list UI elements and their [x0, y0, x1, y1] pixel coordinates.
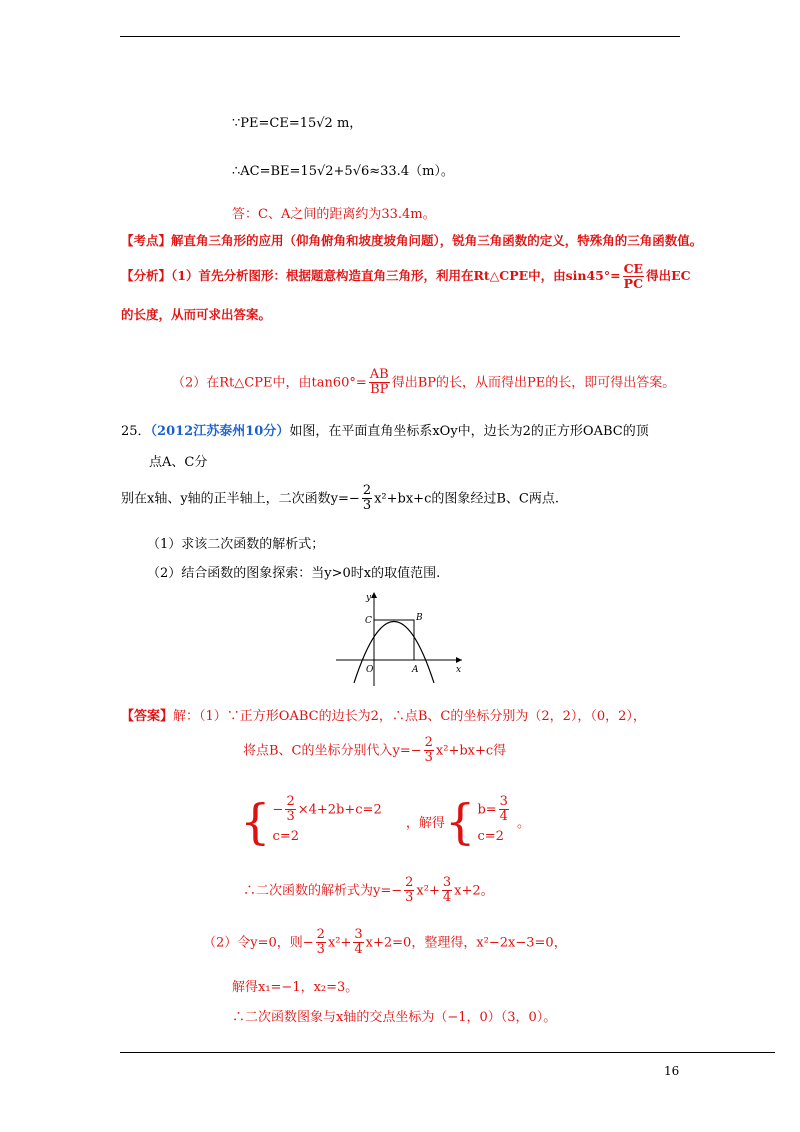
system-2-fraction: $\frac{3}{4}$: [499, 794, 508, 825]
problem-line-3: 别在x轴、y轴的正半轴上，二次函数y=− $\frac{2}{3}$ x²+bx+c的图象经过B、C两点.: [121, 483, 559, 514]
label-x: x: [456, 665, 462, 675]
label-a: A: [412, 665, 419, 675]
fenxi-line-2: 的长度，从而可求出答案。: [121, 307, 272, 322]
solution-fraction-1: $\frac{2}{3}$: [424, 735, 433, 766]
square-oabc: [374, 620, 414, 660]
solution-fraction-5: $\frac{3}{4}$: [354, 927, 363, 958]
footer-rule: [120, 1052, 775, 1053]
label-o: O: [366, 665, 374, 675]
fenxi-tag: 【分析】: [121, 267, 172, 283]
system-2: b= $\frac{3}{4}$ c=2: [477, 794, 508, 844]
x-axis-arrow: [456, 657, 462, 663]
proof-answer: 答：C、A之间的距离约为33.4m。: [232, 207, 436, 222]
solution-fraction-3: $\frac{3}{4}$: [442, 875, 452, 906]
kaodian-line: [121, 231, 702, 249]
system-1-fraction: $\frac{2}{3}$: [286, 794, 295, 825]
parabola-graph: [332, 588, 472, 688]
problem-line-1: 25．（2012江苏泰州10分）如图，在平面直角坐标系xOy中，边长为2的正方形OABC的顶: [121, 424, 649, 439]
left-brace-2: {: [444, 793, 476, 850]
page-number: 16: [664, 1064, 680, 1078]
solution-line-5: 解得x₁=−1，x₂=3。: [232, 980, 359, 995]
solution-line-1: 【答案】解：（1）∵正方形OABC的边长为2，∴点B、C的坐标分别为（2，2），（0，2），: [121, 709, 646, 724]
problem-fraction: $\frac{2}{3}$: [362, 483, 372, 514]
proof-line-2: ∴AC=BE=15√2+5√6≈33.4（m）。: [232, 164, 454, 179]
fenxi-part-2: （2）在Rt△CPE中，由tan60°= $\frac{AB}{BP}$ 得出BP的长，从而得出PE的长，即可得出答案。: [172, 367, 676, 398]
label-b: B: [416, 613, 423, 623]
label-y: y: [366, 593, 372, 603]
solution-line-6: ∴二次函数图象与x轴的交点坐标为（−1，0）（3，0）。: [232, 1010, 557, 1025]
fenxi-line-1: 【分析】（1）首先分析图形：根据题意构造直角三角形，利用在Rt△CPE中，由sin45°= $\frac{CE}{PC}$ 得出EC: [121, 261, 691, 291]
solution-tag: 【答案】: [121, 709, 174, 724]
left-brace: {: [240, 793, 271, 850]
problem-question-1: （1）求该二次函数的解析式；: [147, 537, 325, 552]
solution-fraction-2: $\frac{2}{3}$: [405, 875, 414, 906]
problem-source: （2012江苏泰州10分）: [150, 424, 290, 439]
problem-question-2: （2）结合函数的图象探索：当y>0时x的取值范围.: [147, 566, 441, 581]
fenxi-fraction: $\frac{CE}{PC}$: [623, 261, 644, 291]
label-c: C: [365, 616, 372, 626]
solution-line-2: 将点B、C的坐标分别代入y=− $\frac{2}{3}$ x²+bx+c得: [243, 735, 507, 766]
proof-line-1: ∵PE=CE=15√2 m，: [232, 116, 363, 131]
solution-fraction-4: $\frac{2}{3}$: [316, 927, 325, 958]
y-axis-arrow: [371, 592, 377, 598]
problem-number: 25．: [121, 424, 151, 439]
solution-line-4: （2）令y=0，则− $\frac{2}{3}$ x²+ $\frac{3}{4}$ x+2=0，整理得，x²−2x−3=0，: [203, 927, 567, 958]
system-1: − $\frac{2}{3}$ ×4+2b+c=2 c=2: [272, 794, 382, 844]
problem-line-2: 点A、C分: [149, 455, 208, 470]
solution-line-3: ∴二次函数的解析式为y=− $\frac{2}{3}$ x²+ $\frac{3}{4}$ x+2。: [243, 875, 494, 906]
fenxi-fraction-2: $\frac{AB}{BP}$: [369, 367, 389, 398]
header-rule: [120, 36, 680, 37]
equation-system: { − $\frac{2}{3}$ ×4+2b+c=2 c=2 ，解得{ b= $\frac{3}{4}$ c=2 。: [240, 793, 530, 850]
kaodian-tag: 【考点】: [121, 233, 172, 248]
kaodian-text: 解直角三角形的应用（仰角俯角和坡度坡角问题），锐角三角函数的定义，特殊角的三角函数值。: [171, 233, 703, 248]
